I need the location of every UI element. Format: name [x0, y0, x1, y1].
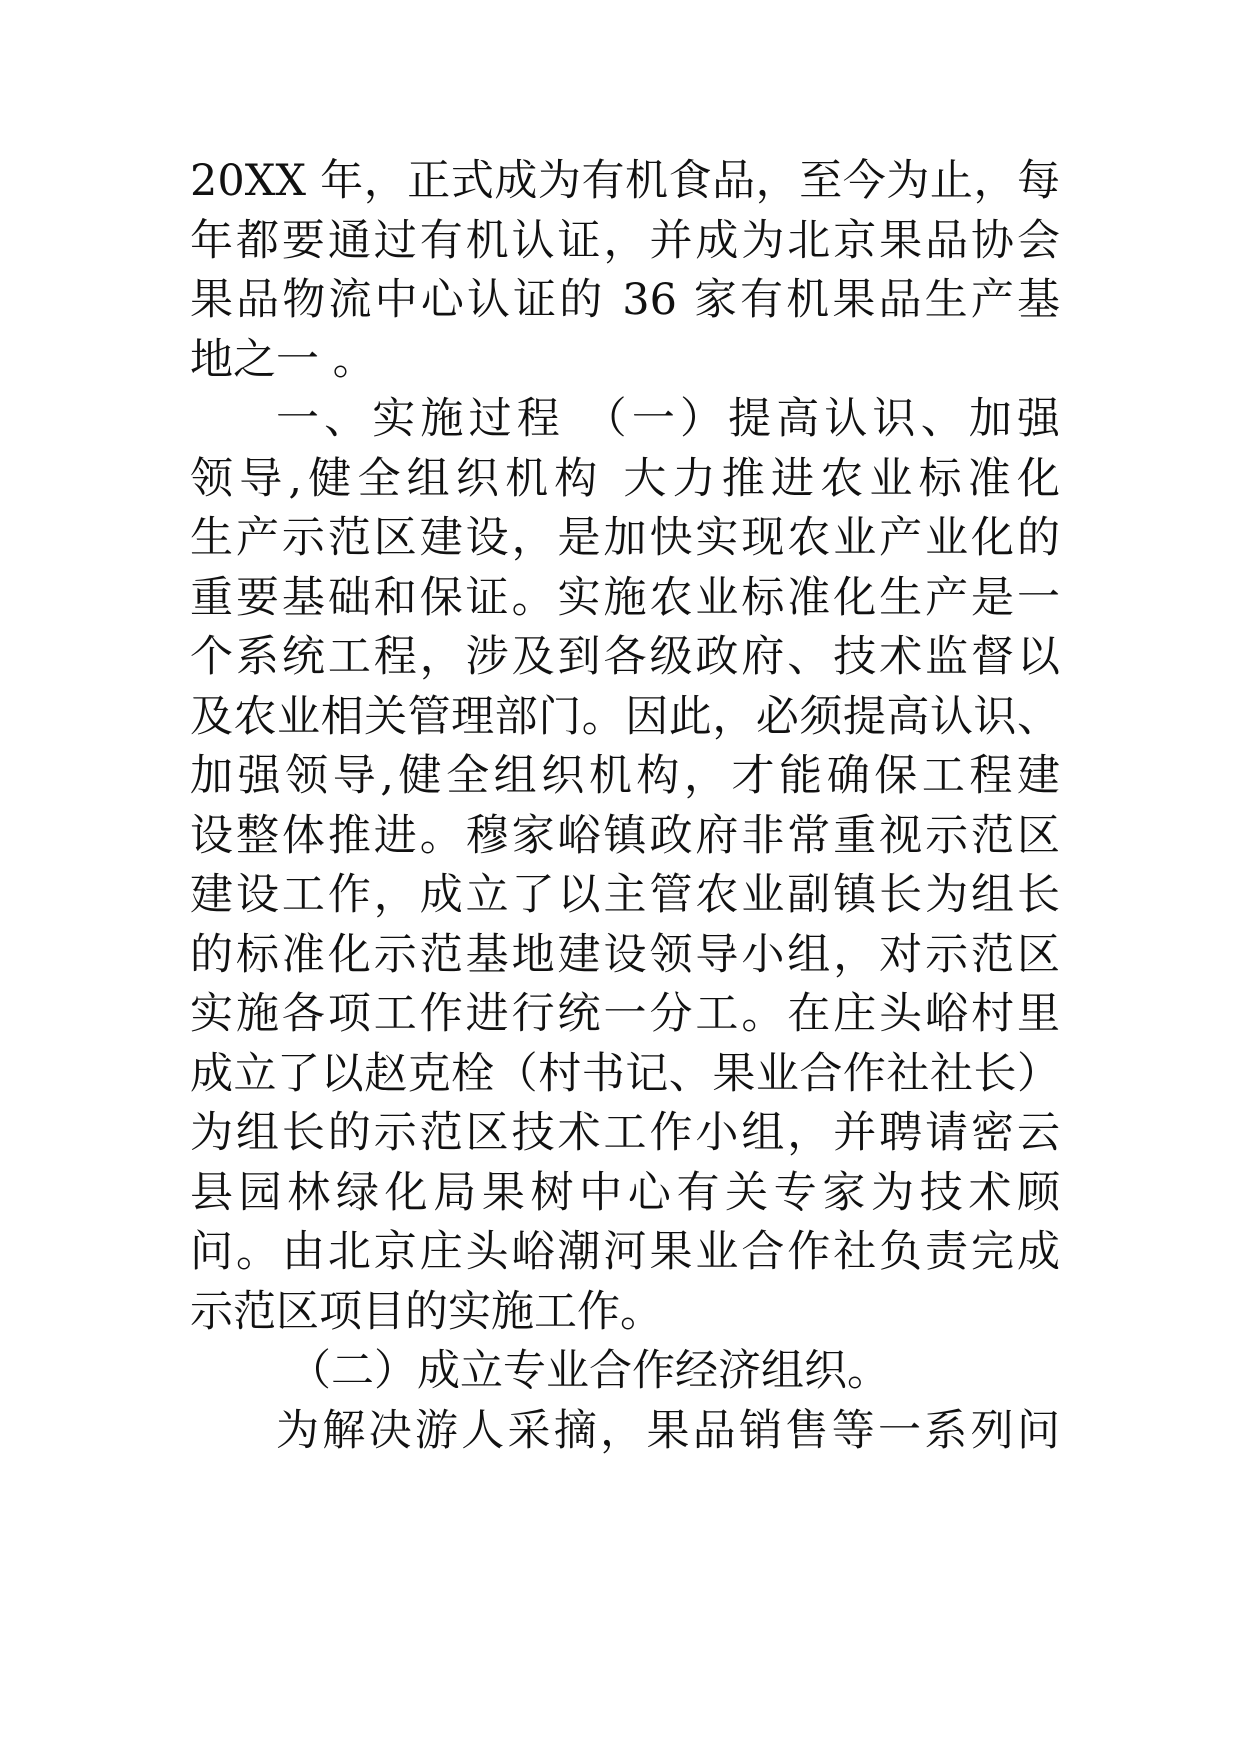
text-line: 设整体推进。穆家峪镇政府非常重视示范区 — [190, 810, 1060, 861]
text-line: 问。由北京庄头峪潮河果业合作社负责完成 — [190, 1227, 1060, 1277]
text-line: 生产示范区建设，是加快实现农业产业化的 — [190, 513, 1060, 563]
text-line: 20XX 年，正式成为有机食品，至今为止，每 — [190, 156, 1060, 206]
text-line: 示范区项目的实施工作。 — [190, 1286, 663, 1337]
text-line: 实施各项工作进行统一分工。在庄头峪村里 — [190, 989, 1060, 1039]
section-heading-line: 一、实施过程 （一）提高认识、加强 — [276, 394, 1060, 444]
text-line: 成立了以赵克栓（村书记、果业合作社社长） — [190, 1048, 1060, 1099]
text-line: 加强领导,健全组织机构，才能确保工程建 — [190, 751, 1060, 801]
text-line: 领导,健全组织机构 大力推进农业标准化 — [190, 453, 1060, 504]
text-line: 重要基础和保证。实施农业标准化生产是一 — [190, 572, 1060, 623]
text-line: 建设工作，成立了以主管农业副镇长为组长 — [190, 870, 1060, 920]
text-line: 为解决游人采摘，果品销售等一系列问 — [276, 1405, 1060, 1456]
text-line: 县园林绿化局果树中心有关专家为技术顾 — [190, 1167, 1060, 1218]
text-line: 及农业相关管理部门。因此，必须提高认识、 — [190, 691, 1060, 742]
text-line: 地之一 。 — [190, 334, 376, 385]
text-line: 为组长的示范区技术工作小组，并聘请密云 — [190, 1108, 1060, 1158]
text-line: 年都要通过有机认证，并成为北京果品协会 — [190, 215, 1060, 266]
text-line: 个系统工程，涉及到各级政府、技术监督以 — [190, 632, 1060, 682]
text-line: 果品物流中心认证的 36 家有机果品生产基 — [190, 275, 1060, 325]
subsection-heading-line: （二）成立专业合作经济组织。 — [288, 1346, 890, 1396]
document-body — [190, 152, 1060, 1461]
text-line: 的标准化示范基地建设领导小组，对示范区 — [190, 929, 1060, 980]
